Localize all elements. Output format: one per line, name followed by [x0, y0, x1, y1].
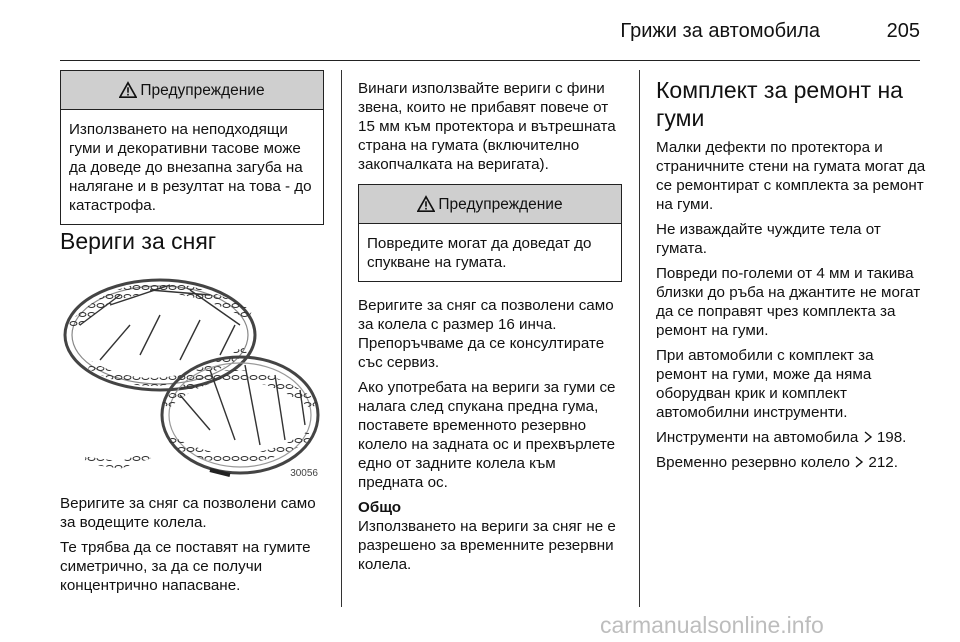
snow-chains-illustration [60, 265, 322, 485]
page-number: 205 [886, 20, 920, 42]
page-header [60, 0, 920, 61]
warning-triangle-icon [417, 195, 435, 213]
middle-column [358, 79, 622, 580]
watermark: carmanualsonline.info [600, 612, 824, 638]
column-divider [341, 70, 342, 607]
subheading-general: Общо [358, 499, 402, 516]
section-heading-repair-kit: Комплект за ремонт на гуми [656, 77, 903, 131]
warning-box [60, 70, 324, 225]
warning-text: Повредите могат да доведат до спукване на гумата. [367, 235, 592, 271]
illustration-number: 30056 [290, 468, 318, 479]
warning-header [359, 185, 621, 224]
right-column [656, 78, 926, 478]
reference-arrow-icon [854, 456, 864, 468]
warning-title: Предупреждение [140, 81, 265, 99]
warning-triangle-icon [119, 81, 137, 99]
header-title: Грижи за автомобила [620, 20, 820, 42]
warning-title: Предупреждение [438, 195, 563, 213]
paragraph: Винаги използвайте вериги с фини звена, които не прибавят повече от 15 мм към протектора и вътрешната страна на гумата (включително закопчалката на веригата). [358, 80, 616, 173]
paragraph: Веригите за сняг са позволени само за колела с размер 16 инча. Препоръчваме да се консултирате със сервиз. [358, 297, 614, 371]
paragraph: Не изваждайте чуждите тела от гумата. [656, 221, 881, 257]
warning-box [358, 184, 622, 282]
cross-reference[interactable]: Инструменти на автомобила 198. [656, 429, 907, 446]
section-heading-snow-chains: Вериги за сняг [60, 228, 217, 254]
column-divider [639, 70, 640, 607]
snow-chains-image [60, 265, 322, 485]
warning-text: Използването на неподходящи гуми и декоративни тасове може да доведе до внезапна загуба на налягане и в резултат на това - до катастрофа. [69, 121, 312, 214]
paragraph: Повреди по-големи от 4 мм и такива близки до ръба на джантите не могат да се поправят чрез комплекта за ремонт на гуми. [656, 265, 921, 339]
warning-header [61, 71, 323, 110]
cross-reference[interactable]: Временно резервно колело 212. [656, 454, 898, 471]
paragraph: Използването на вериги за сняг не е разрешено за временните резервни колела. [358, 518, 616, 573]
paragraph: При автомобили с комплект за ремонт на гуми, може да няма оборудван крик и комплект автомобилни инструменти. [656, 347, 874, 421]
paragraph: Малки дефекти по протектора и страничните стени на гумата могат да се ремонтират с комплекта за ремонт на гуми. [656, 139, 926, 213]
reference-arrow-icon [863, 431, 873, 443]
paragraph: Те трябва да се поставят на гумите симетрично, за да се получи концентрично напасване. [60, 539, 311, 594]
paragraph: Ако употребата на вериги за гуми се налага след спукана предна гума, поставете временното резервно колело на задната ос и прехвърлете едно от задните колела към предната ос. [358, 379, 616, 491]
left-column [60, 70, 324, 610]
paragraph: Веригите за сняг са позволени само за водещите колела. [60, 495, 316, 531]
